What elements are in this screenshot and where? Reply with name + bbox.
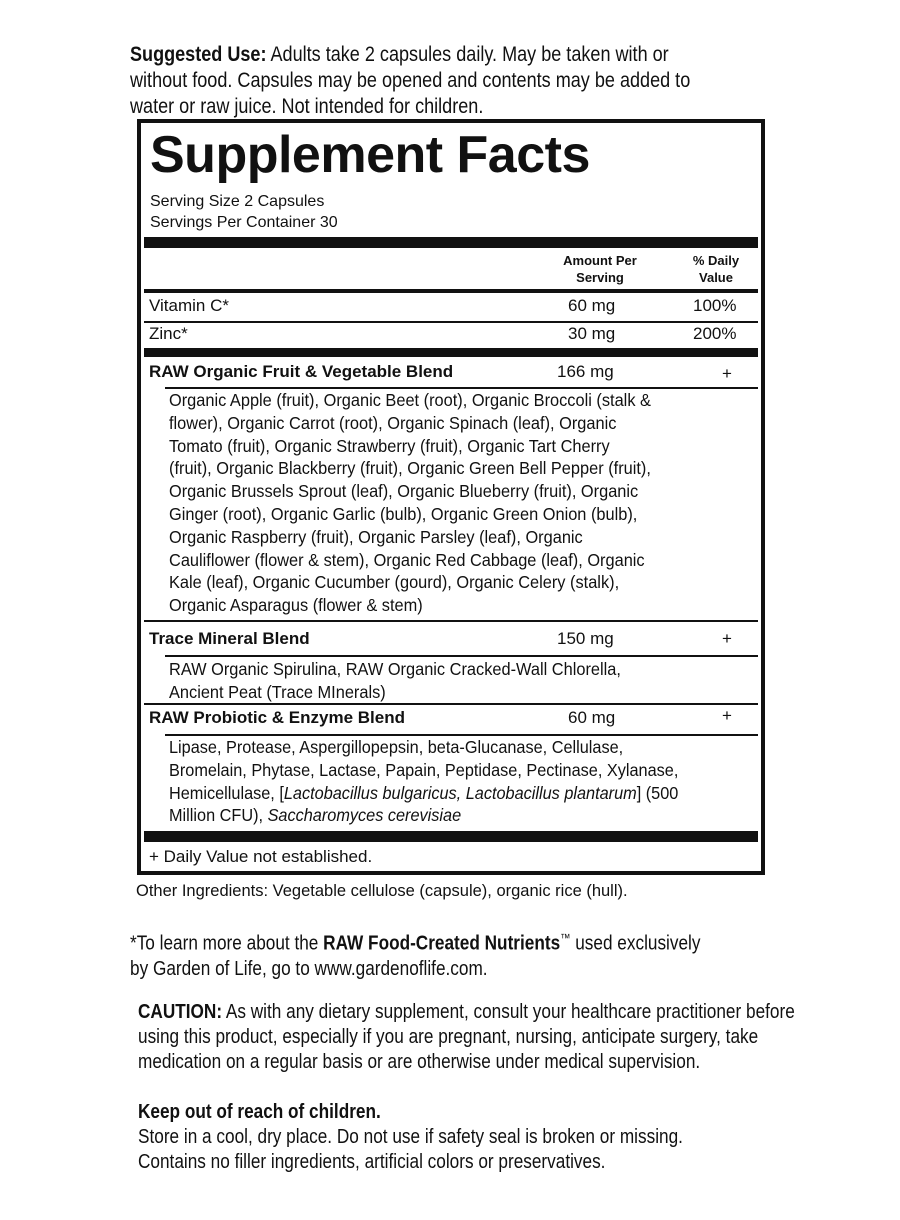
suggested-use-label: Suggested Use:: [130, 43, 267, 66]
suggested-use-line1: Adults take 2 capsules daily. May be taken with or: [266, 43, 669, 66]
thick-divider: [144, 831, 758, 842]
panel-title: Supplement Facts: [150, 126, 590, 184]
learn-more-line2: by Garden of Life, go to www.gardenoflife.com.: [130, 957, 488, 980]
divider: [144, 703, 758, 705]
other-ingredients: Other Ingredients: Vegetable cellulose (capsule), organic rice (hull).: [136, 882, 628, 900]
blend-ingredients: RAW Organic Spirulina, RAW Organic Cracked-Wall Chlorella, Ancient Peat (Trace MInerals): [169, 659, 621, 702]
caution-statement: CAUTION: As with any dietary supplement, consult your healthcare practitioner before using this product, especially if you are pregnant, nursing, anticipate surgery, take medication on a regular basis or are otherwise under medical supervision.: [138, 1001, 795, 1073]
nutrient-daily-value: 100%: [693, 296, 737, 315]
divider: [144, 289, 758, 293]
caution-label: CAUTION:: [138, 1001, 223, 1023]
blend-name: Trace Mineral Blend: [149, 629, 310, 648]
nutrient-amount: 60 mg: [568, 296, 616, 315]
keep-out-heading: Keep out of reach of children.: [138, 1101, 381, 1123]
blend-amount: 60 mg: [568, 708, 616, 727]
blend-amount: 166 mg: [557, 362, 614, 381]
blend-name: RAW Organic Fruit & Vegetable Blend: [149, 362, 454, 381]
blend-daily-value: +: [722, 364, 732, 383]
divider: [144, 321, 758, 323]
thick-divider: [144, 237, 758, 248]
thick-divider: [144, 348, 758, 357]
blend-name: RAW Probiotic & Enzyme Blend: [149, 708, 405, 727]
servings-per-container: Servings Per Container 30: [150, 214, 338, 231]
blend-daily-value: +: [722, 629, 732, 648]
serving-size: Serving Size 2 Capsules: [150, 193, 325, 210]
panel-footnote: + Daily Value not established.: [149, 847, 373, 866]
supplement-facts-panel: [137, 119, 765, 875]
nutrient-name: Vitamin C*: [149, 296, 229, 315]
learn-more-note: *To learn more about the RAW Food-Created Nutrients™ used exclusively by Garden of Life, go to www.gardenoflife.com.: [130, 931, 701, 980]
column-header-daily-value: % Daily Value: [692, 253, 740, 285]
raw-food-created-nutrients: RAW Food-Created Nutrients: [323, 932, 561, 955]
nutrient-daily-value: 200%: [693, 324, 737, 343]
suggested-use-line2: without food. Capsules may be opened and contents may be added to: [130, 69, 691, 92]
storage-warning: Keep out of reach of children. Store in a cool, dry place. Do not use if safety seal is broken or missing. Contains no filler ingredients, artificial colors or preservatives.: [138, 1101, 683, 1173]
blend-ingredients: Organic Apple (fruit), Organic Beet (root), Organic Broccoli (stalk & flower), Organic Carrot (root), Organic Spinach (leaf), Organic Tomato (fruit), Organic Strawberry (fruit), Organic Tart Cherry (fruit), Organic Blackberry (fruit), Organic Green Bell Pepper (fruit), Organic Brussels Sprout (leaf), Organic Blueberry (fruit), Organic Ginger (root), Organic Garlic (bulb), Organic Green Onion (bulb), Organic Raspberry (fruit), Organic Parsley (leaf), Organic Cauliflower (flower & stem), Organic Red Cabbage (leaf), Organic Kale (leaf), Organic Cucumber (gourd), Organic Celery (stalk), Organic Asparagus (flower & stem): [169, 390, 651, 616]
nutrient-name: Zinc*: [149, 324, 188, 343]
suggested-use-line3: water or raw juice. Not intended for children.: [130, 95, 484, 118]
nutrient-amount: 30 mg: [568, 324, 616, 343]
column-header-amount: Amount Per Serving: [563, 253, 637, 285]
blend-amount: 150 mg: [557, 629, 614, 648]
blend-daily-value: +: [722, 706, 732, 725]
blend-ingredients: Lipase, Protease, Aspergillopepsin, beta-Glucanase, Cellulase, Bromelain, Phytase, Lactase, Papain, Peptidase, Pectinase, Xylanase, Hemicellulase, [Lactobacillus bulgaricus, Lactobacillus plantarum] (500 Million CFU), Saccharomyces cerevisiae: [169, 737, 679, 826]
suggested-use: [130, 42, 690, 120]
divider: [144, 620, 758, 622]
divider: [165, 655, 758, 657]
